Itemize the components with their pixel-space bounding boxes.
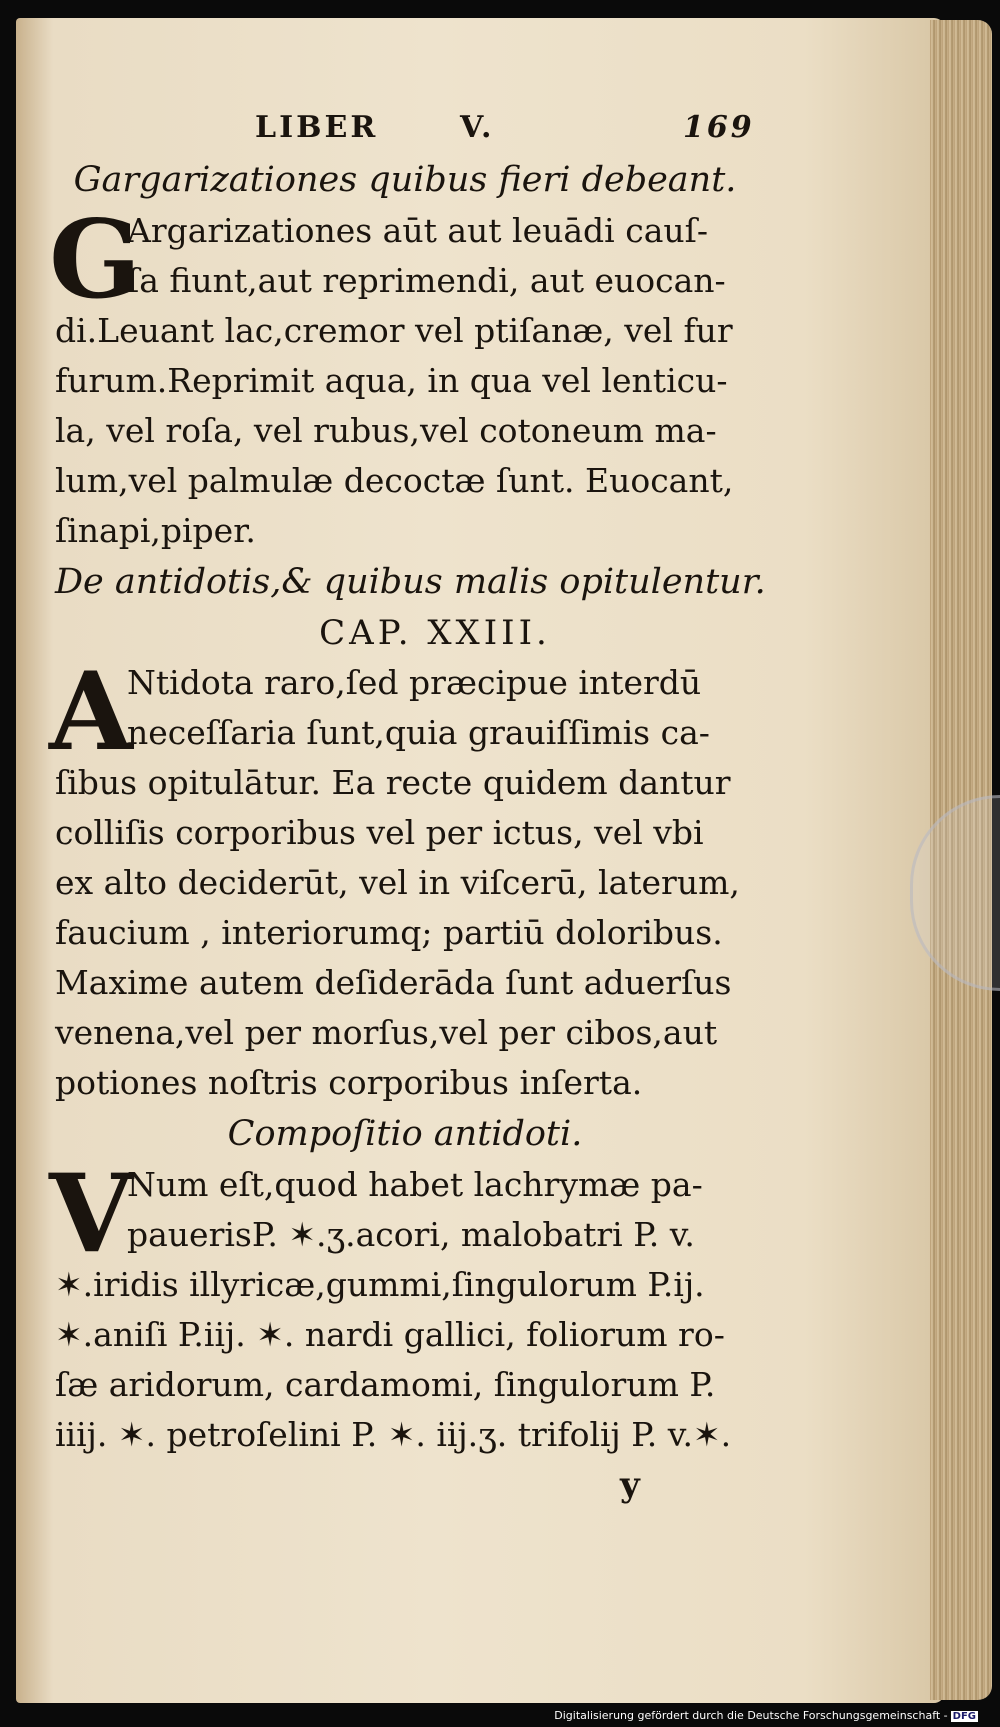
text-line: iiij. ✶. petroſelini P. ✶. iij.ʒ. trifolij P. v.✶. [55,1415,732,1454]
text-line: ✶.iridis illyricæ,gummi,ſingulorum P.ij. [55,1265,705,1304]
text-line: Maxime autem deſiderāda ſunt aduerſus [55,963,732,1002]
digitization-credit [554,1709,978,1722]
text-line: furum.Reprimit aqua, in qua vel lenticu- [55,361,728,400]
text-line: colliſis corporibus vel per ictus, vel vbi [55,813,704,852]
text-line: ſa fiunt,aut reprimendi, aut euocan- [127,261,726,300]
chapter-number: CAP. XXIII. [319,613,551,653]
text-line: Num eſt,quod habet lachrymæ pa- [127,1165,703,1204]
text-line: la, vel roſa, vel rubus,vel cotoneum ma- [55,411,717,450]
decorated-initial: G [49,197,142,323]
text-line: ſibus opitulātur. Ea recte quidem dantur [55,763,731,802]
text-line: potiones noſtris corporibus inſerta. [55,1063,643,1102]
text-line: ex alto deciderūt, vel in viſcerū, laterum, [55,863,740,902]
text-line: ſæ aridorum, cardamomi, ſingulorum P. [55,1365,716,1404]
catchword: y [620,1465,640,1505]
decorated-initial: V [49,1151,133,1277]
text-line: Ntidota raro,ſed præcipue interdū [127,663,702,702]
text-line: ſinapi,piper. [55,511,256,550]
paragraph [49,649,755,1108]
page-content [49,110,766,1510]
text-line: pauerisP. ✶.ʒ.acori, malobatri P. v. [127,1215,695,1254]
dfg-logo: DFG [952,1711,976,1722]
credit-text: Digitalisierung gefördert durch die Deutsche Forschungsgemeinschaft - [554,1709,948,1722]
text-line: Argarizationes aūt aut leuādi cauſ- [127,211,708,250]
paragraph [49,197,755,556]
decorated-initial: A [49,649,133,775]
text-line: lum,vel palmulæ decoctæ ſunt. Euocant, [55,461,734,500]
section-heading: Gargarizationes quibus fieri debeant. [73,160,737,200]
text-line: di.Leuant lac,cremor vel ptiſanæ, vel fur [55,311,733,350]
running-head [55,110,755,154]
section-heading: De antidotis,& quibus malis opitulentur. [55,562,766,602]
paragraph [49,1151,755,1460]
page-number: 169 [683,110,755,145]
text-line: neceſſaria ſunt,quia grauiſſimis ca- [127,713,710,752]
text-line: faucium , interiorumq; partiū doloribus. [55,913,723,952]
text-line: ✶.aniſi P.iij. ✶. nardi gallici, foliorum ro- [55,1315,725,1354]
text-line: venena,vel per morſus,vel per cibos,aut [55,1013,718,1052]
running-head-book-number: V. [460,110,495,145]
running-head-title: LIBER [255,110,379,145]
section-heading: Compoſitio antidoti. [227,1114,583,1154]
